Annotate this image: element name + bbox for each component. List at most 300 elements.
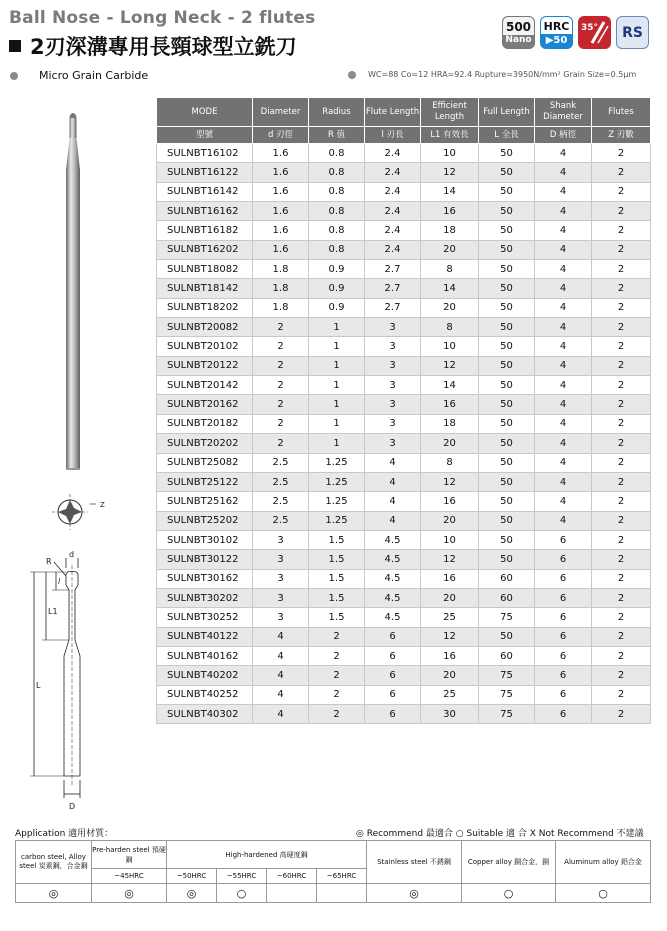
col-header: MODE [157, 98, 253, 127]
table-cell: 1.5 [309, 550, 365, 569]
table-cell: 2 [253, 414, 309, 433]
rating-cell [267, 884, 317, 903]
table-cell: 50 [479, 511, 535, 530]
table-cell: 50 [479, 356, 535, 375]
table-cell: 4.5 [365, 530, 421, 549]
table-cell: 6 [535, 646, 592, 665]
table-cell: 6 [535, 627, 592, 646]
table-cell: 4 [535, 318, 592, 337]
table-cell: 2 [592, 260, 651, 279]
model-cell: SULNBT30162 [157, 569, 253, 588]
table-cell: 12 [421, 356, 479, 375]
title-en: Ball Nose - Long Neck - 2 flutes [9, 8, 316, 28]
table-cell: 2.4 [365, 182, 421, 201]
header-row-en [157, 98, 651, 127]
table-cell: 50 [479, 279, 535, 298]
table-cell: 16 [421, 202, 479, 221]
table-cell: 2 [592, 144, 651, 163]
table-cell: 2.4 [365, 240, 421, 259]
table-cell: 30 [421, 704, 479, 723]
table-row [157, 704, 651, 723]
properties-line [348, 70, 636, 79]
table-cell: 25 [421, 685, 479, 704]
carbon-steel-header: carbon steel, Alloy steel 炭素鋼，合金鋼 [16, 841, 92, 884]
col-header: Shank Diameter [535, 98, 592, 127]
table-row [157, 356, 651, 375]
table-row [157, 530, 651, 549]
tool-drawings [0, 100, 150, 820]
feature-badges [502, 16, 649, 49]
l-label: l [58, 577, 61, 586]
model-cell: SULNBT40162 [157, 646, 253, 665]
table-cell: 2 [592, 492, 651, 511]
table-row [157, 202, 651, 221]
table-row [157, 472, 651, 491]
table-cell: 1 [309, 414, 365, 433]
col-header-zh: L 全長 [479, 127, 535, 144]
table-cell: 6 [535, 550, 592, 569]
table-cell: 4 [365, 453, 421, 472]
table-cell: 4 [253, 704, 309, 723]
table-cell: 10 [421, 530, 479, 549]
model-cell: SULNBT16162 [157, 202, 253, 221]
model-cell: SULNBT16182 [157, 221, 253, 240]
table-cell: 4 [253, 685, 309, 704]
table-cell: 2 [592, 337, 651, 356]
table-cell: 1.25 [309, 453, 365, 472]
table-cell: 2 [592, 318, 651, 337]
l1-label: L1 [48, 607, 58, 616]
model-cell: SULNBT20202 [157, 434, 253, 453]
model-cell: SULNBT30122 [157, 550, 253, 569]
table-cell: 2.5 [253, 453, 309, 472]
table-cell: 2 [592, 182, 651, 201]
table-cell: 0.9 [309, 279, 365, 298]
model-cell: SULNBT20082 [157, 318, 253, 337]
table-row [157, 646, 651, 665]
model-cell: SULNBT20142 [157, 376, 253, 395]
table-cell: 2.4 [365, 163, 421, 182]
model-cell: SULNBT18082 [157, 260, 253, 279]
table-cell: 0.8 [309, 182, 365, 201]
prehard-sub: ~45HRC [92, 869, 167, 884]
table-cell: 2 [309, 627, 365, 646]
table-cell: 8 [421, 260, 479, 279]
hrc-50-badge: HRC ▶50 [540, 16, 573, 49]
table-cell: 2 [592, 569, 651, 588]
z-label: Z [100, 501, 105, 509]
table-cell: 4 [535, 356, 592, 375]
rs-badge: RS [616, 16, 649, 49]
table-cell: 4 [535, 395, 592, 414]
model-cell: SULNBT20182 [157, 414, 253, 433]
table-cell: 20 [421, 240, 479, 259]
ratings-row [16, 884, 651, 903]
table-cell: 60 [479, 569, 535, 588]
table-cell: 50 [479, 318, 535, 337]
table-cell: 2 [592, 666, 651, 685]
table-cell: 0.8 [309, 202, 365, 221]
table-cell: 4 [253, 627, 309, 646]
table-row [157, 434, 651, 453]
table-cell: 6 [365, 704, 421, 723]
rating-cell [317, 884, 367, 903]
nano-500-badge: 500 Nano [502, 16, 535, 49]
table-cell: 50 [479, 163, 535, 182]
tool-photo [66, 113, 80, 470]
table-cell: 3 [365, 337, 421, 356]
table-cell: 1.5 [309, 608, 365, 627]
model-cell: SULNBT20102 [157, 337, 253, 356]
table-cell: 2 [592, 550, 651, 569]
table-cell: 2 [592, 511, 651, 530]
model-cell: SULNBT25122 [157, 472, 253, 491]
table-cell: 75 [479, 666, 535, 685]
shank-d-label: D [69, 802, 76, 811]
table-row [157, 685, 651, 704]
table-cell: 12 [421, 627, 479, 646]
table-cell: 2.7 [365, 298, 421, 317]
col-header: Flutes [592, 98, 651, 127]
table-cell: 10 [421, 144, 479, 163]
table-cell: 3 [253, 608, 309, 627]
table-row [157, 569, 651, 588]
table-cell: 1.8 [253, 279, 309, 298]
table-cell: 2 [592, 588, 651, 607]
table-cell: 60 [479, 588, 535, 607]
col-header-zh: Z 刃數 [592, 127, 651, 144]
table-cell: 1.6 [253, 240, 309, 259]
table-cell: 1.25 [309, 492, 365, 511]
table-cell: 3 [365, 395, 421, 414]
table-cell: 2 [309, 704, 365, 723]
table-cell: 3 [365, 376, 421, 395]
table-cell: 6 [535, 530, 592, 549]
spec-table [156, 97, 651, 724]
table-cell: 6 [535, 685, 592, 704]
table-cell: 1.6 [253, 202, 309, 221]
table-cell: 4 [535, 163, 592, 182]
rating-cell: ◎ [92, 884, 167, 903]
rating-cell: ○ [217, 884, 267, 903]
table-cell: 4 [535, 240, 592, 259]
table-cell: 3 [365, 414, 421, 433]
table-cell: 4 [535, 279, 592, 298]
table-cell: 14 [421, 279, 479, 298]
table-cell: 75 [479, 608, 535, 627]
model-cell: SULNBT30252 [157, 608, 253, 627]
aluminum-header: Aluminum alloy 鋁合金 [556, 841, 651, 884]
table-cell: 2 [253, 395, 309, 414]
table-cell: 2.5 [253, 472, 309, 491]
material-text: Micro Grain Carbide [39, 69, 149, 82]
table-cell: 6 [365, 685, 421, 704]
helix-angle-icon [578, 16, 611, 49]
table-cell: 1.5 [309, 530, 365, 549]
highhard-sub: ~65HRC [317, 869, 367, 884]
copper-header: Copper alloy 銅合金，銅 [462, 841, 556, 884]
highhard-sub: ~60HRC [267, 869, 317, 884]
table-cell: 3 [253, 550, 309, 569]
table-row [157, 318, 651, 337]
table-cell: 20 [421, 666, 479, 685]
table-cell: 4.5 [365, 569, 421, 588]
table-cell: 50 [479, 144, 535, 163]
table-cell: 25 [421, 608, 479, 627]
application-label: Application 適用材質： [15, 829, 114, 839]
table-cell: 1 [309, 376, 365, 395]
table-cell: 2 [253, 356, 309, 375]
table-cell: 50 [479, 202, 535, 221]
table-cell: 3 [253, 588, 309, 607]
table-cell: 0.9 [309, 298, 365, 317]
table-cell: 2 [592, 704, 651, 723]
table-cell: 50 [479, 337, 535, 356]
model-cell: SULNBT16102 [157, 144, 253, 163]
table-cell: 4 [535, 337, 592, 356]
model-cell: SULNBT25202 [157, 511, 253, 530]
table-cell: 4 [253, 666, 309, 685]
table-cell: 0.8 [309, 163, 365, 182]
rating-cell: ◎ [367, 884, 462, 903]
table-cell: 50 [479, 260, 535, 279]
table-cell: 1.6 [253, 144, 309, 163]
table-cell: 3 [365, 434, 421, 453]
table-cell: 1 [309, 356, 365, 375]
table-cell: 2.5 [253, 511, 309, 530]
rating-cell: ◎ [167, 884, 217, 903]
col-header: Radius [309, 98, 365, 127]
table-row [157, 279, 651, 298]
material-line [10, 69, 148, 82]
table-cell: 16 [421, 492, 479, 511]
model-cell: SULNBT16122 [157, 163, 253, 182]
table-row [157, 240, 651, 259]
table-cell: 6 [365, 646, 421, 665]
table-cell: 18 [421, 414, 479, 433]
table-cell: 2 [592, 434, 651, 453]
model-cell: SULNBT40252 [157, 685, 253, 704]
table-cell: 50 [479, 434, 535, 453]
col-header-zh: L1 有效長 [421, 127, 479, 144]
table-cell: 4 [535, 202, 592, 221]
table-cell: 4.5 [365, 550, 421, 569]
table-cell: 50 [479, 530, 535, 549]
rating-cell: ◎ [16, 884, 92, 903]
bullet-icon [10, 72, 18, 80]
square-bullet-icon [9, 40, 21, 52]
table-row [157, 608, 651, 627]
table-cell: 1.25 [309, 472, 365, 491]
col-header-zh: 型號 [157, 127, 253, 144]
rating-cell: ○ [462, 884, 556, 903]
bullet-icon [348, 71, 356, 79]
table-cell: 2 [309, 685, 365, 704]
table-cell: 8 [421, 453, 479, 472]
table-cell: 6 [365, 666, 421, 685]
table-cell: 75 [479, 685, 535, 704]
table-cell: 2 [592, 646, 651, 665]
table-cell: 2 [253, 337, 309, 356]
table-row [157, 376, 651, 395]
table-cell: 1.6 [253, 182, 309, 201]
table-cell: 2 [592, 221, 651, 240]
table-cell: 20 [421, 434, 479, 453]
table-cell: 50 [479, 627, 535, 646]
table-row [157, 260, 651, 279]
table-cell: 2 [592, 240, 651, 259]
table-cell: 4.5 [365, 608, 421, 627]
table-row [157, 221, 651, 240]
table-cell: 2.4 [365, 144, 421, 163]
table-cell: 50 [479, 221, 535, 240]
table-row [157, 511, 651, 530]
col-header-zh: D 柄徑 [535, 127, 592, 144]
table-cell: 2 [592, 395, 651, 414]
table-cell: 2 [592, 376, 651, 395]
table-cell: 4 [535, 298, 592, 317]
model-cell: SULNBT40302 [157, 704, 253, 723]
table-cell: 4 [535, 492, 592, 511]
table-cell: 2 [253, 434, 309, 453]
table-cell: 1.8 [253, 260, 309, 279]
d-label: d [69, 550, 75, 559]
table-cell: 4 [535, 434, 592, 453]
col-header-zh: d 刃徑 [253, 127, 309, 144]
model-cell: SULNBT18202 [157, 298, 253, 317]
table-cell: 4 [535, 260, 592, 279]
table-cell: 14 [421, 182, 479, 201]
table-cell: 50 [479, 240, 535, 259]
table-cell: 20 [421, 511, 479, 530]
table-row [157, 395, 651, 414]
table-cell: 4 [535, 453, 592, 472]
table-cell: 50 [479, 550, 535, 569]
table-cell: 1 [309, 337, 365, 356]
table-cell: 16 [421, 646, 479, 665]
table-cell: 4 [535, 221, 592, 240]
table-cell: 2 [592, 163, 651, 182]
table-cell: 2 [592, 627, 651, 646]
table-cell: 3 [365, 318, 421, 337]
table-cell: 1.6 [253, 163, 309, 182]
table-cell: 4 [365, 492, 421, 511]
model-cell: SULNBT30102 [157, 530, 253, 549]
table-cell: 2 [592, 685, 651, 704]
table-cell: 2 [253, 376, 309, 395]
model-cell: SULNBT40122 [157, 627, 253, 646]
table-cell: 16 [421, 569, 479, 588]
model-cell: SULNBT16142 [157, 182, 253, 201]
model-cell: SULNBT16202 [157, 240, 253, 259]
table-cell: 20 [421, 588, 479, 607]
table-cell: 4 [535, 376, 592, 395]
table-cell: 3 [365, 356, 421, 375]
model-cell: SULNBT40202 [157, 666, 253, 685]
table-cell: 1 [309, 395, 365, 414]
table-cell: 1 [309, 434, 365, 453]
table-cell: 60 [479, 646, 535, 665]
table-cell: 14 [421, 376, 479, 395]
table-cell: 4 [535, 414, 592, 433]
end-view-drawing [52, 494, 105, 530]
table-cell: 2 [592, 472, 651, 491]
table-cell: 2 [309, 646, 365, 665]
rating-legend: ◎ Recommend 最適合 ○ Suitable 適 合 X Not Recommend 不建議 [356, 829, 644, 839]
table-cell: 2.4 [365, 202, 421, 221]
table-cell: 50 [479, 453, 535, 472]
table-cell: 20 [421, 298, 479, 317]
table-row [157, 163, 651, 182]
table-cell: 4 [535, 472, 592, 491]
table-row [157, 588, 651, 607]
table-cell: 3 [253, 569, 309, 588]
table-cell: 6 [535, 666, 592, 685]
application-table [15, 840, 651, 903]
col-header: Full Length [479, 98, 535, 127]
table-cell: 4 [535, 182, 592, 201]
angle-35-badge: 35° [578, 16, 611, 49]
table-cell: 2 [592, 414, 651, 433]
table-cell: 2 [592, 530, 651, 549]
table-cell: 0.8 [309, 240, 365, 259]
table-cell: 4.5 [365, 588, 421, 607]
table-cell: 2 [253, 318, 309, 337]
table-cell: 6 [365, 627, 421, 646]
table-cell: 50 [479, 376, 535, 395]
table-cell: 4 [535, 144, 592, 163]
title-zh [9, 31, 297, 61]
table-row [157, 298, 651, 317]
table-cell: 2.7 [365, 260, 421, 279]
table-row [157, 144, 651, 163]
stainless-header: Stainless steel 不銹鋼 [367, 841, 462, 884]
table-cell: 0.8 [309, 221, 365, 240]
properties-text: WC=88 Co=12 HRA=92.4 Rupture=3950N/mm² Grain Size=0.5μm [368, 70, 637, 79]
table-cell: 4 [535, 511, 592, 530]
table-cell: 1.5 [309, 569, 365, 588]
table-cell: 6 [535, 588, 592, 607]
highhard-sub: ~50HRC [167, 869, 217, 884]
table-row [157, 550, 651, 569]
model-cell: SULNBT20122 [157, 356, 253, 375]
table-cell: 2.4 [365, 221, 421, 240]
highhard-sub: ~55HRC [217, 869, 267, 884]
table-cell: 2 [592, 608, 651, 627]
table-cell: 2 [592, 279, 651, 298]
table-cell: 8 [421, 318, 479, 337]
table-cell: 16 [421, 395, 479, 414]
table-cell: 2 [592, 202, 651, 221]
title-zh-text: 2刃深溝專用長頸球型立銑刀 [30, 35, 297, 59]
model-cell: SULNBT25162 [157, 492, 253, 511]
table-cell: 50 [479, 472, 535, 491]
table-cell: 50 [479, 298, 535, 317]
prehard-header: Pre-harden steel 預硬鋼 [92, 841, 167, 869]
big-l-label: L [36, 681, 41, 690]
model-cell: SULNBT20162 [157, 395, 253, 414]
table-cell: 6 [535, 704, 592, 723]
table-cell: 6 [535, 608, 592, 627]
model-cell: SULNBT25082 [157, 453, 253, 472]
table-cell: 50 [479, 414, 535, 433]
table-row [157, 492, 651, 511]
table-row [157, 627, 651, 646]
highhard-header: High-hardened 高硬度鋼 [167, 841, 367, 869]
table-cell: 1.5 [309, 588, 365, 607]
table-cell: 4 [365, 472, 421, 491]
table-cell: 6 [535, 569, 592, 588]
